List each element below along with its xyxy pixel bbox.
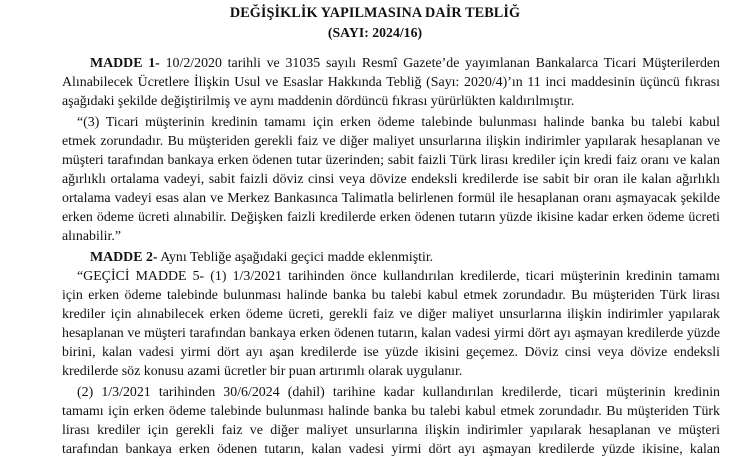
article-2-para-2-line-2: tamamı için erken ödeme talebinde bulunması halinde banka bu talebi kabul etmek zorundadır. Bu müşteriden Türk xyxy=(62,404,720,419)
article-2-para-1-line-1: “GEÇİCİ MADDE 5- (1) 1/3/2021 tarihinden önce kullandırılan kredilerde, ticari müşterinin kredinin tamamı xyxy=(77,269,720,284)
article-1-line-3: aşağıdaki şekilde değiştirilmiş ve aynı maddenin dördüncü fıkrası yürürlükten kaldırılmıştır. xyxy=(62,94,575,109)
document-number: (SAYI: 2024/16) xyxy=(327,25,423,40)
article-2-para-1-line-4: hesaplanan ve müşteri tarafından bankaya erken ödenen tutarın, kalan vadesi yirmi dört ayı aşmayan kredilerde yüzde xyxy=(62,326,720,341)
article-1-quote-line-1: “(3) Ticari müşterinin kredinin tamamı için erken ödeme talebinde bulunması halinde banka bu talebi kabul xyxy=(77,115,720,130)
article-1-quote-line-3: müşteri tarafından bankaya erken ödenen tutar üzerinden; sabit faizli Türk lirası krediler için kredi faiz oranı ve kalan xyxy=(62,153,720,168)
article-2-para-2-line-4: tarafından bankaya erken ödenen tutarın, kalan vadesi yirmi dört ayı aşmayan kredilerde yüzde ikisine, kalan xyxy=(62,442,720,457)
article-2-heading: MADDE 2- xyxy=(90,250,158,265)
article-1-line-1 xyxy=(62,55,720,72)
article-2-para-1-line-5: birini, kalan vadesi yirmi dört ayı aşan kredilerde ise yüzde ikisini geçemez. Döviz cinsi veya dövize endeksli xyxy=(62,345,720,360)
document-title: DEĞİŞİKLİK YAPILMASINA DAİR TEBLİĞ xyxy=(229,5,521,21)
article-2-para-2-line-3: lirası krediler için gerekli faiz ve diğer maliyet unsurlarına ilişkin indirimler yapılarak hesaplanan ve müşteri xyxy=(62,423,720,438)
article-1-heading: MADDE 1- xyxy=(90,56,160,71)
article-2-line-1 xyxy=(90,249,720,266)
article-2-intro: Aynı Tebliğe aşağıdaki geçici madde eklenmiştir. xyxy=(160,250,434,265)
article-1-quote-line-6: erken ödeme ücreti alınabilir. Değişken faizli kredilerde erken ödenen tutarın yüzde ikisine kadar erken ödeme ücreti xyxy=(62,210,720,225)
article-2-para-1-line-6: kredilerde söz konusu azami ücretler bir puan artırımlı olarak uygulanır. xyxy=(62,364,463,379)
article-1-quote-line-7: alınabilir.” xyxy=(62,229,122,244)
article-2-para-2-line-1: (2) 1/3/2021 tarihinden 30/6/2024 (dahil) tarihine kadar kullandırılan kredilerde, ticari müşterinin kredinin xyxy=(77,385,720,400)
article-1-line-2: Alınabilecek Ücretlere İlişkin Usul ve Esaslar Hakkında Tebliğ (Sayı: 2020/4)’ın 11 inci maddesinin üçüncü fıkrası xyxy=(62,75,720,90)
article-1-quote-line-2: etmek zorundadır. Bu müşteriden gerekli faiz ve diğer maliyet unsurlarına ilişkin indirimler yapılarak hesaplanan ve xyxy=(62,134,720,149)
article-2-para-1-line-3: krediler için alınabilecek erken ödeme ücreti, gerekli faiz ve diğer maliyet unsurlarına ilişkin indirimler yapılarak xyxy=(62,307,720,322)
article-2-para-1-line-2: için erken ödeme talebinde bulunması halinde banka bu talebi kabul etmek zorundadır. Bu müşteriden Türk lirası xyxy=(62,288,720,303)
article-1-quote-line-4: ağırlıklı ortalama vadeyi, sabit faizli döviz cinsi veya dövize endeksli kredilerde ise sabit bir oran ile kalan ağırlıklı xyxy=(62,172,720,187)
article-1-quote-line-5: ortalama vadeyi esas alan ve Merkez Bankasınca Talimatla belirlenen formül ile hesaplanan oranı aşmayacak şekilde xyxy=(62,191,720,206)
article-1-text-1: 10/2/2020 tarihli ve 31035 sayılı Resmî Gazete’de yayımlanan Bankalarca Ticari Müşterilerden xyxy=(165,56,721,71)
